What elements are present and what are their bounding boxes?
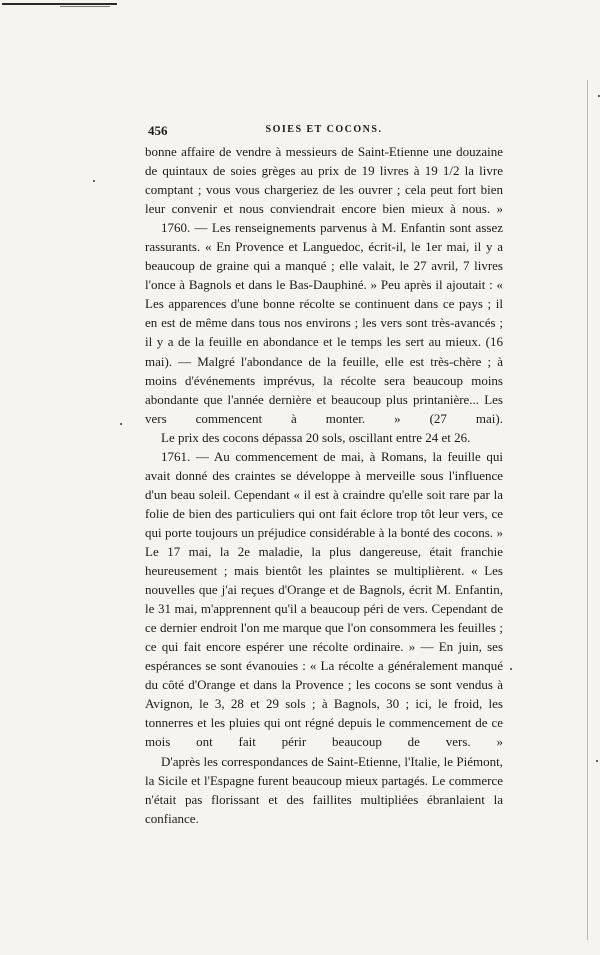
paragraph-continuation: bonne affaire de vendre à messieurs de Saint-Etienne une douzaine de quintaux de soies grèges au prix de 19 livres à 19 1/2 la livre comptant ; vous vous chargeriez de les ouvrer ; cela peut fort bien leur convenir et nous conviendrait encore bien mieux à nous. » — [145, 144, 503, 217]
paragraph-1760: 1760. — Les renseignements parvenus à M. Enfantin sont assez rassurants. « En Provence et Languedoc, écrit-il, le 1er mai, il y a beaucoup de graine qui a manqué ; elle valait, le 27 avril, 7 livres l'once à Bagnols et dans le Bas-Dauphiné. » Peu après il ajoutait : « Les apparences d'une bonne récolte se continuent dans ce pays ; il en est de même dans tous nos environs ; les vers sont très-avancés ; il y a de la feuille en abondance et le temps les sert au mieux. (16 mai). — Malgré l'abondance de la feuille, elle est très-chère ; à moins d'événements imprévus, la récolte sera beaucoup moins abondante que l'année dernière et beaucoup plus printanière... Les vers commencent à monter. » (27 mai). — [145, 220, 503, 426]
scan-edge-rule — [2, 3, 117, 5]
running-title: SOIES ET COCONS. — [265, 124, 383, 135]
scan-speck — [510, 668, 512, 670]
paragraph-cocoon-price: Le prix des cocons dépassa 20 sols, oscillant entre 24 et 26. — [161, 429, 471, 445]
scan-speck — [93, 180, 95, 182]
page-number: 456 — [148, 123, 168, 138]
scan-speck — [120, 423, 122, 425]
body-text — [145, 142, 503, 828]
running-head — [145, 120, 503, 140]
paragraph-1761: 1761. — Au commencement de mai, à Romans, la feuille qui avait donné des craintes se développe à merveille sous l'influence d'un beau soleil. Cependant « il est à craindre qu'elle soit rare par la folie de bien des particuliers qui ont fait éclore trop tôt leur vers, ce qui porte toujours un préjudice considérable à la bonté des cocons. » Le 17 mai, la 2e maladie, la plus dangereuse, était franchie heureusement ; mais bientôt les plaintes se multiplièrent. « Les nouvelles que j'ai reçues d'Orange et de Bagnols, écrit M. Enfantin, le 31 mai, m'apprennent qu'il a beaucoup péri de vers. Cependant de ce dernier endroit l'on me marque que l'on consommera les feuilles ; ce qui fait encore espérer une récolte ordinaire. » — En juin, ses espérances se sont évanouies : « La récolte a généralement manqué du côté d'Orange et dans la Provence ; les cocons se sont vendus à Avignon, le 3, 28 et 29 sols ; à Bagnols, 30 ; ici, le froid, les tonnerres et les pluies qui ont régné depuis le commencement de ce mois ont fait périr beaucoup de vers. » — [145, 448, 503, 750]
scan-edge-rule-faint — [60, 6, 110, 7]
page-edge-shadow — [587, 80, 588, 940]
book-page — [145, 120, 503, 828]
scan-speck — [596, 760, 598, 762]
paragraph-correspondences: D'après les correspondances de Saint-Etienne, l'Italie, le Piémont, la Sicile et l'Espagne furent beaucoup mieux partagés. Le commerce n'était pas florissant et des faillites multipliées ébranlaient la confiance. — [145, 753, 503, 826]
